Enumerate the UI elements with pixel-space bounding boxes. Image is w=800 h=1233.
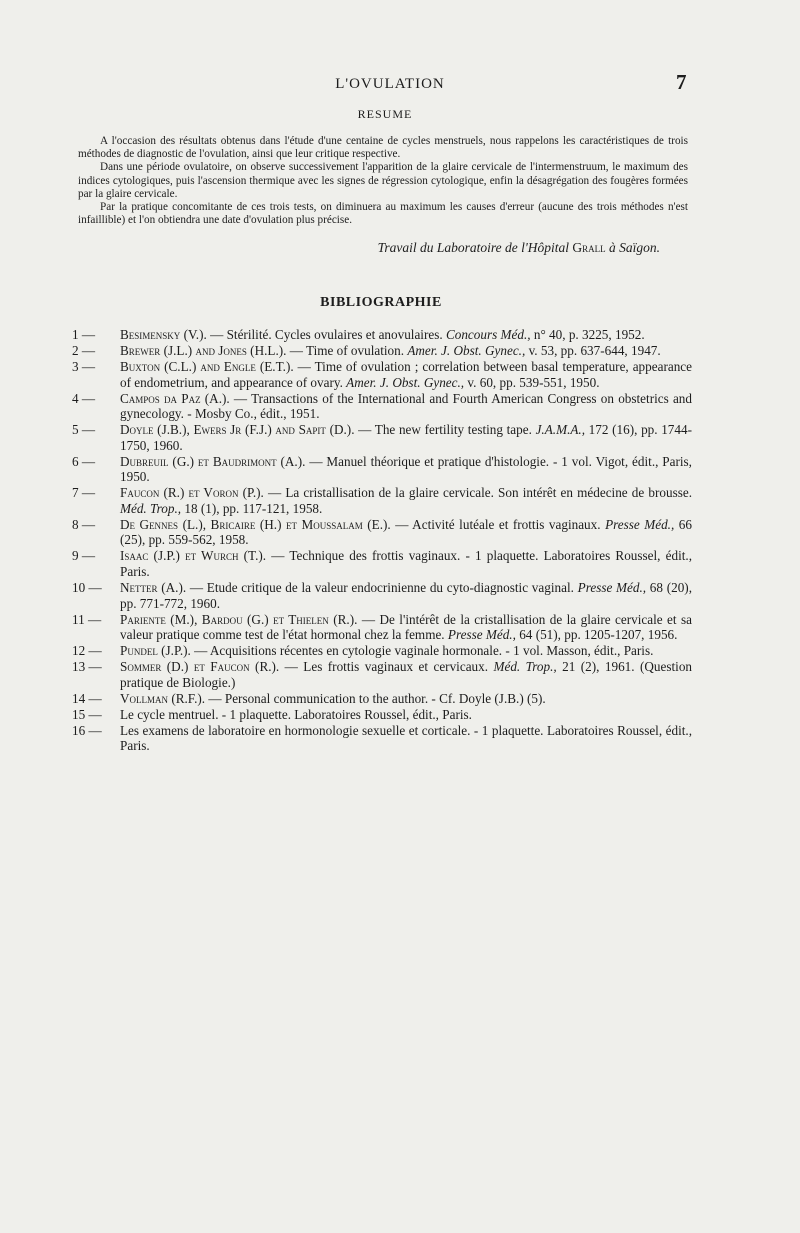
entry-number: 12 — bbox=[72, 643, 102, 659]
entry-title: — Etude critique de la valeur endocrinienne du cyto-diagnostic vaginal. bbox=[186, 580, 578, 596]
entry-details: n° 40, p. 3225, 1952. bbox=[530, 327, 645, 342]
entry-text bbox=[120, 659, 692, 690]
resume-heading: RESUME bbox=[357, 107, 413, 121]
entry-journal: Presse Méd., bbox=[605, 516, 675, 532]
entry-journal: J.A.M.A., bbox=[535, 422, 586, 438]
entry-title: — Acquisitions récentes en cytologie vaginale hormonale. - 1 vol. Masson, édit., Paris. bbox=[190, 643, 654, 659]
resume-paragraph: Par la pratique concomitante de ces trois tests, on diminuera au maximum les causes d'erreur (aucune des trois méthodes n'est infaillible) et l'on obtiendra une date d'ovulation plus précise. bbox=[78, 201, 688, 227]
entry-journal: Concours Méd., bbox=[445, 327, 531, 342]
entry-text bbox=[120, 723, 692, 754]
entry-text bbox=[120, 422, 692, 453]
entry-title: — Les frottis vaginaux et cervicaux. bbox=[279, 659, 494, 675]
entry-details: 18 (1), pp. 117-121, 1958. bbox=[181, 500, 323, 516]
bibliography-entry bbox=[72, 612, 692, 643]
entry-title: Les examens de laboratoire en hormonologie sexuelle et corticale. - 1 plaquette. Laboratoires Roussel, édit., Paris. bbox=[120, 722, 692, 754]
bibliography-entry bbox=[72, 359, 692, 390]
entry-number: 7 — bbox=[72, 485, 96, 501]
entry-authors: Isaac (J.P.) et Wurch (T.). bbox=[120, 548, 267, 564]
bibliography-entry bbox=[72, 517, 692, 548]
entry-number: 6 — bbox=[72, 453, 96, 469]
entry-authors: Faucon (R.) et Voron (P.). bbox=[120, 485, 264, 501]
bibliography-heading: BIBLIOGRAPHIE bbox=[320, 295, 442, 310]
entry-details: 68 (20), pp. 771-772, 1960. bbox=[120, 580, 692, 611]
entry-text bbox=[120, 343, 692, 359]
credit-city: à Saïgon. bbox=[608, 240, 660, 255]
resume-paragraph: A l'occasion des résultats obtenus dans l'étude d'une centaine de cycles menstruels, nous rappelons les caractéristiques de trois méthodes de diagnostic de l'ovulation, ainsi que leur critique respective. bbox=[78, 135, 688, 161]
entry-journal: Presse Méd., bbox=[447, 627, 516, 643]
entry-text bbox=[120, 643, 692, 659]
entry-number: 16 — bbox=[72, 722, 102, 738]
entry-number: 2 — bbox=[72, 342, 96, 358]
entry-title: — Manuel théorique et pratique d'histologie. - 1 vol. Vigot, édit., Paris, 1950. bbox=[120, 453, 692, 485]
credit-text: Travail du Laboratoire de l'Hôpital bbox=[377, 240, 569, 255]
bibliography-entry bbox=[72, 422, 692, 453]
entry-text bbox=[120, 391, 692, 422]
entry-number: 13 — bbox=[72, 659, 102, 675]
entry-title: — Transactions of the International and Fourth American Congress on obstetrics and gynecology. - Mosby Co., édit., 1951. bbox=[120, 390, 692, 422]
bibliography-entry bbox=[72, 327, 692, 343]
entry-title: Le cycle mentruel. - 1 plaquette. Laboratoires Roussel, édit., Paris. bbox=[120, 706, 472, 722]
entry-details: 64 (51), pp. 1205-1207, 1956. bbox=[515, 627, 678, 643]
bibliography-entry bbox=[72, 691, 692, 707]
entry-text bbox=[120, 327, 692, 343]
entry-journal: Presse Méd., bbox=[577, 580, 647, 596]
entry-authors: Sommer (D.) et Faucon (R.). bbox=[120, 659, 280, 675]
entry-title: — La cristallisation de la glaire cervicale. Son intérêt en médecine de brousse. bbox=[263, 485, 692, 501]
entry-text bbox=[120, 548, 692, 579]
entry-journal: Méd. Trop., bbox=[493, 659, 557, 675]
entry-authors: Brewer (J.L.) and Jones (H.L.). bbox=[120, 342, 287, 358]
entry-text bbox=[120, 454, 692, 485]
entry-journal: Amer. J. Obst. Gynec., bbox=[346, 374, 465, 390]
entry-title: — Technique des frottis vaginaux. - 1 plaquette. Laboratoires Roussel, édit., Paris. bbox=[120, 548, 692, 580]
entry-details: 172 (16), pp. 1744-1750, 1960. bbox=[120, 422, 692, 453]
entry-title: — De l'intérêt de la cristallisation de la glaire cervicale et sa valeur pratique comme test de l'état hormonal chez la femme. bbox=[120, 611, 692, 643]
entry-authors: De Gennes (L.), Bricaire (H.) et Moussalam (E.). bbox=[120, 516, 391, 532]
entry-authors: Pundel (J.P.). bbox=[120, 643, 191, 659]
entry-authors: Vollman (R.F.). bbox=[120, 690, 206, 706]
entry-authors: Buxton (C.L.) and Engle (E.T.). bbox=[120, 358, 294, 374]
bibliography-list bbox=[72, 327, 692, 754]
entry-journal: Méd. Trop., bbox=[120, 500, 182, 516]
entry-authors: Besimensky (V.). bbox=[120, 327, 207, 342]
entry-text bbox=[120, 359, 692, 390]
resume-paragraph: Dans une période ovulatoire, on observe successivement l'apparition de la glaire cervicale de l'intermenstruum, le maximum des indices cytologiques, puis l'ascension thermique avec les signes de régression cytologique, enfin la désagrégation des fougères formées par la glaire cervicale. bbox=[78, 161, 688, 200]
entry-number: 9 — bbox=[72, 548, 96, 564]
entry-details: 21 (2), 1961. (Question pratique de Biologie.) bbox=[120, 659, 693, 690]
entry-number: 4 — bbox=[72, 390, 96, 406]
page-number: 7 bbox=[676, 70, 687, 94]
entry-title: — The new fertility testing tape. bbox=[354, 422, 536, 438]
entry-details: v. 60, pp. 539-551, 1950. bbox=[464, 374, 600, 390]
bibliography-entry bbox=[72, 391, 692, 422]
bibliography-entry bbox=[72, 580, 692, 611]
entry-text bbox=[120, 485, 692, 516]
entry-number: 10 — bbox=[72, 580, 102, 596]
entry-text bbox=[120, 707, 692, 723]
entry-authors: Netter (A.). bbox=[120, 580, 187, 596]
bibliography-entry bbox=[72, 548, 692, 579]
bibliography-entry bbox=[72, 454, 692, 485]
entry-details: 66 (25), pp. 559-562, 1958. bbox=[120, 516, 692, 548]
bibliography-entry bbox=[72, 707, 692, 723]
entry-title: — Personal communication to the author. - Cf. Doyle (J.B.) (5). bbox=[205, 690, 546, 706]
bibliography-entry bbox=[72, 343, 692, 359]
running-header-title: L'OVULATION bbox=[335, 76, 445, 92]
resume-abstract bbox=[78, 135, 688, 227]
laboratory-credit bbox=[300, 240, 660, 256]
entry-title: — Time of ovulation ; correlation between basal temperature, appearance of endometrium, and appearance of ovary. bbox=[120, 358, 692, 390]
entry-text bbox=[120, 691, 692, 707]
entry-authors: Dubreuil (G.) et Baudrimont (A.). bbox=[120, 453, 306, 469]
entry-text bbox=[120, 517, 692, 548]
bibliography-entry bbox=[72, 643, 692, 659]
entry-number: 15 — bbox=[72, 706, 102, 722]
entry-text bbox=[120, 612, 692, 643]
entry-authors: Pariente (M.), Bardou (G.) et Thielen (R.). bbox=[120, 611, 358, 627]
bibliography-entry bbox=[72, 723, 692, 754]
credit-hospital-name: Grall bbox=[572, 240, 606, 255]
entry-journal: Amer. J. Obst. Gynec., bbox=[407, 342, 526, 358]
entry-number: 11 — bbox=[72, 611, 102, 627]
entry-number: 14 — bbox=[72, 690, 102, 706]
bibliography-entry bbox=[72, 485, 692, 516]
entry-details: v. 53, pp. 637-644, 1947. bbox=[525, 342, 661, 358]
entry-authors: Doyle (J.B.), Ewers Jr (F.J.) and Sapit (D.). bbox=[120, 422, 355, 438]
entry-title: — Activité lutéale et frottis vaginaux. bbox=[390, 516, 606, 532]
bibliography-entry bbox=[72, 659, 692, 690]
entry-number: 3 — bbox=[72, 358, 96, 374]
entry-number: 1 — bbox=[72, 327, 96, 342]
entry-number: 8 — bbox=[72, 516, 96, 532]
entry-title: — Time of ovulation. bbox=[286, 342, 408, 358]
entry-title: — Stérilité. Cycles ovulaires et anovulaires. bbox=[206, 327, 446, 342]
entry-text bbox=[120, 580, 692, 611]
entry-authors: Campos da Paz (A.). bbox=[120, 390, 230, 406]
entry-number: 5 — bbox=[72, 422, 96, 438]
